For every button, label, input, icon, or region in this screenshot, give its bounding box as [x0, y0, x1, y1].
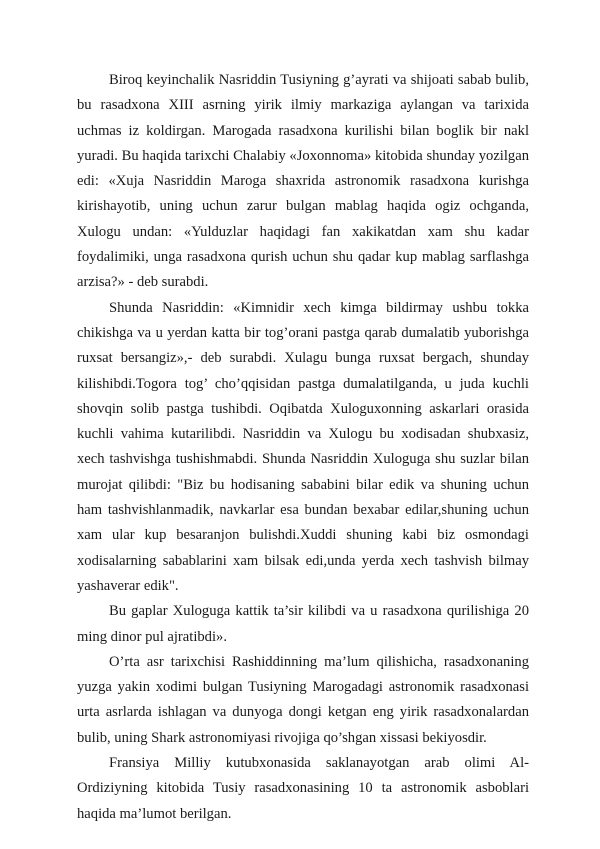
paragraph: Bu gaplar Xuloguga kattik ta’sir kilibdi va u rasadxona qurilishiga 20 ming dinor pul ajratibdi». [77, 603, 529, 645]
paragraph: Fransiya Milliy kutubxonasida saklanayotgan arab olimi Al-Ordiziyning kitobida Tusiy rasadxonasining 10 ta astronomik asboblari haqida ma’lumot berilgan. [77, 755, 529, 822]
paragraph: O’rta asr tarixchisi Rashiddinning ma’lum qilishicha, rasadxonaning yuzga yakin xodimi bulgan Tusiyning Marogadagi astronomik rasadxonasi urta asrlarda ishlagan va dunyoga dongi ketgan eng yirik rasadxonalardan bulib, uning Shark astronomiyasi rivojiga qo’shgan xissasi bekiyosdir. [77, 653, 529, 746]
paragraph: Biroq keyinchalik Nasriddin Tusiyning g’ayrati va shijoati sabab bulib, bu rasadxona XIII asrning yirik ilmiy markaziga aylangan va tarixida uchmas iz koldirgan. Marogada rasadxona kurilishi bilan boglik bir nakl yuradi. Bu haqida tarixchi Chalabiy «Joxonnoma» kitobida shunday yozilgan edi: «Xuja Nasriddin Maroga shaxrida astronomik rasadxona kurishga kirishayotib, uning uchun zarur bulgan mablag haqida ogiz ochganda, Xulogu undan: «Yulduzlar haqidagi fan xakikatdan xam shu kadar foydalimiki, unga rasadxona qurish uchun shu qadar kup mablag sarflashga arzisa?» - deb surabdi. [77, 72, 529, 291]
paragraph: Shunda Nasriddin: «Kimnidir xech kimga bildirmay ushbu tokka chikishga va u yerdan katta bir tog’orani pastga qarab dumalatib yuborishga ruxsat bersangiz»,- deb surabdi. Xulagu bunga ruxsat bergach, shunday kilishibdi.Togora tog’ cho’qqisidan pastga dumalatilganda, u juda kuchli shovqin solib pastga tushibdi. Oqibatda Xuloguxonning askarlari orasida kuchli vahima kutarilibdi. Nasriddin va Xulogu bu xodisadan shubxasiz, xech tashvishga tushishmabdi. Shunda Nasriddin Xuloguga shu suzlar bilan murojat qilibdi: "Biz bu hodisaning sababini bilar edik va shuning uchun ham tashvishlanmadik, navkarlar esa bundan bexabar edilar,shuning uchun xam ular kup besaranjon bulishdi.Xuddi shuning kabi biz osmondagi xodisalarning sabablarini xam bilsak edi,unda yerda xech tashvish bilmay yashaverar edik". [77, 299, 529, 594]
document-page [77, 68, 529, 827]
